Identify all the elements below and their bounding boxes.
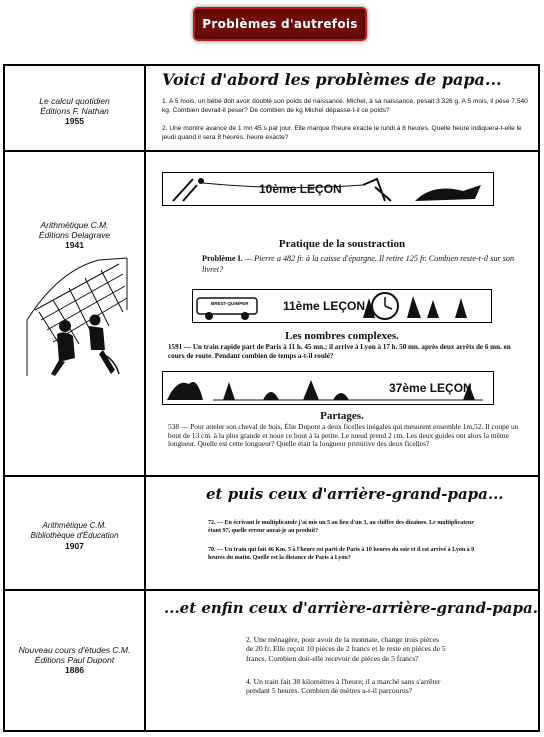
bus-sign: BREST-QUIMPER	[211, 301, 249, 306]
section-heading: ...et enfin ceux d'arrière-arrière-grand-papa.	[164, 599, 538, 617]
page-title-badge	[193, 7, 367, 41]
book-cell-1941	[5, 152, 146, 475]
book-cell-1907	[5, 477, 146, 589]
book-title: Arithmétique C.M.	[42, 521, 107, 530]
problem-text: 4. Un train fait 38 kilomètres à l'heure; il a marché sans s'arrêter pendant 5 heures. Combien de mètres a-t-il parcourus?	[246, 677, 441, 696]
lesson-number: 11ème LEÇON	[283, 299, 366, 313]
problem-text: 72. — En écrivant le multiplicande j'ai mis un 5 au lieu d'un 3, au chiffre des dizaines. Le multiplicateur étant 97, quelle erreur aurai-je au produit?	[208, 520, 474, 534]
children-climbing-fence-illustration	[19, 250, 131, 378]
row-1955	[5, 66, 538, 152]
book-year: 1907	[65, 541, 84, 551]
lesson-number: 10ème LEÇON	[259, 182, 342, 196]
section-title: Les nombres complexes.	[285, 330, 399, 342]
problem-text: 2. Une ménagère, pour avoir de la monnaie, change trois pièces de 20 fr. Elle reçoit 10 pièces de 2 francs et le reste en pièces de 5 francs. Combien doit-elle recevoir de pièces de 5 francs?	[246, 635, 446, 663]
row-1907	[5, 477, 538, 591]
book-year: 1955	[65, 116, 84, 126]
book-cell-1955	[5, 66, 146, 150]
lesson-banner-10	[162, 172, 494, 206]
book-cell-1886	[5, 591, 146, 730]
book-publisher: Éditions Paul Dupont	[34, 655, 115, 665]
problem-label: Problème I.	[202, 254, 243, 263]
book-publisher: Éditions Delagrave	[38, 230, 111, 240]
problem-text: 1591 — Un train rapide part de Paris à 11 h. 45 mn.; il arrive à Lyon à 17 h. 50 mn. après deux arrêts de 6 mn. en cours de route. Pendant combien de temps a-t-il roulé?	[168, 343, 511, 360]
problem-text: 2. Une montre avance de 1 mn 45 s par jour. Elle marque l'heure exacte le lundi à 8 heures. Quelle heure indiquera-t-elle le jeudi quand il sera 8 heures, heure exacte?	[162, 125, 522, 141]
lesson-banner-11	[192, 289, 492, 323]
problems-cell-1941	[146, 152, 538, 475]
lesson-banner-37	[162, 371, 494, 405]
lesson-number: 37ème LEÇON	[389, 381, 472, 395]
section-heading: Voici d'abord les problèmes de papa...	[162, 70, 502, 89]
book-year: 1941	[65, 240, 84, 250]
book-title: Nouveau cours d'études C.M.	[18, 645, 131, 655]
book-year: 1886	[65, 665, 84, 675]
book-title: Le calcul quotidien	[39, 96, 110, 106]
problems-cell-1955	[146, 66, 538, 150]
book-publisher: Éditions F. Nathan	[40, 106, 109, 116]
problem-text: 1. A 5 mois, un bébé doit avoir doublé son poids de naissance. Michel, à sa naissance, pesait 3 326 g. A 5 mois, il pèse 7,540 kg. Combien devrait-il peser? De combien de kg Michel dépasse-t-il ce poids?	[162, 98, 528, 114]
row-1886	[5, 591, 538, 730]
section-heading: et puis ceux d'arrière-grand-papa...	[206, 485, 504, 503]
problem-text: 70. — Un train qui fait 46 Km. 5 à l'heure est parti de Paris à 10 heures du soir et il est arrivé à Lyon à 9 heures du matin. Quelle est la distance de Paris à Lyon?	[208, 547, 475, 561]
row-1941	[5, 152, 538, 477]
problems-cell-1886	[146, 591, 538, 730]
section-title: Partages.	[320, 410, 364, 422]
book-publisher: Bibliothèque d'Éducation	[30, 531, 119, 540]
section-title: Pratique de la soustraction	[278, 238, 406, 250]
problems-cell-1907	[146, 477, 538, 589]
problem-text: 538 — Pour atteler son cheval de bois, Élie Dupont a deux ficelles inégales qui mesurent ensemble 1m,52. Il coupe un bout de 13 cm. à la plus grande et noue ce bout à la petite. Le nœud prend 2 cm. Les deux guides ont alors la même longueur. Quelle est cette longueur? Quelle était la longueur primitive des deux ficelles?	[168, 422, 519, 449]
problems-table	[3, 64, 540, 732]
problem-text: — Pierre a 482 fr. à la caisse d'épargne. Il retire 125 fr. Combien reste-t-il sur son livret?	[202, 254, 515, 274]
book-title: Arithmétique C.M.	[40, 220, 109, 230]
page-title: Problèmes d'autrefois	[202, 17, 358, 31]
